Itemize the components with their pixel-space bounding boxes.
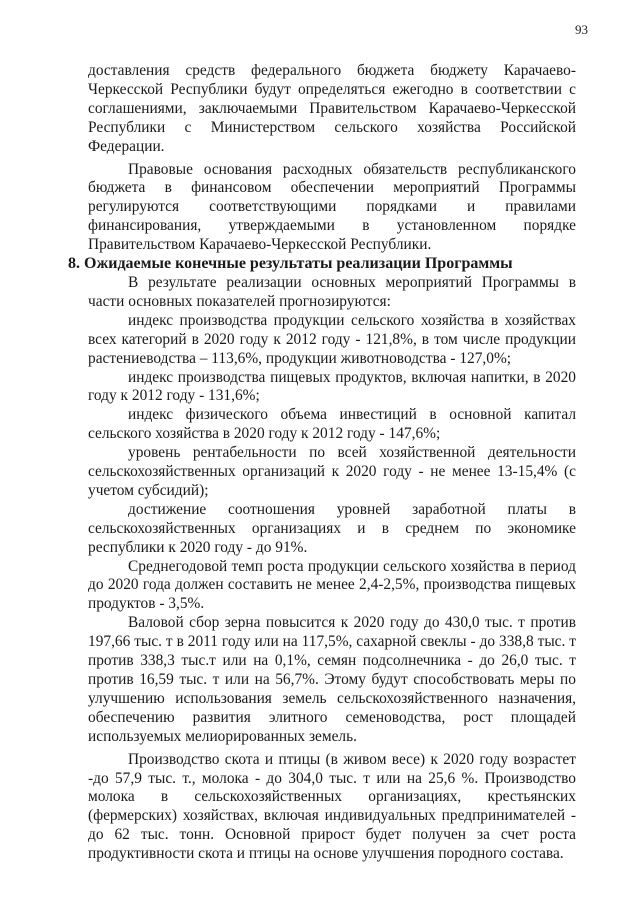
- paragraph-wage-ratio: достижение соотношения уровней заработной платы в сельскохозяйственных организациях и в среднем по экономике республики к 2020 году - до 91%.: [88, 500, 576, 556]
- paragraph-forecast-intro: В результате реализации основных мероприятий Программы в части основных показателей прогнозируются:: [88, 273, 576, 310]
- page-number: 93: [575, 22, 588, 37]
- document-body: [68, 62, 576, 864]
- paragraph-agri-production-index: индекс производства продукции сельского хозяйства в хозяйствах всех категорий в 2020 году к 2012 году - 121,8%, в том числе продукции растениеводства – 113,6%, продукции животноводства - 127,0%;: [88, 311, 576, 367]
- section-heading: 8. Ожидаемые конечные результаты реализации Программы: [68, 255, 513, 273]
- paragraph-profitability: уровень рентабельности по всей хозяйственной деятельности сельскохозяйственных организаций к 2020 году - не менее 13-15,4% (с учетом субсидий);: [88, 444, 576, 499]
- paragraph-harvest: Валовой сбор зерна повысится к 2020 году до 430,0 тыс. т против 197,66 тыс. т в 2011 году или на 117,5%, сахарной свеклы - до 338,8 тыс. т против 338,3 тыс.т или на 0,1%, семян подсолнечника - до 26,0 тыс. т против 16,59 тыс. т или на 56,7%. Этому будут способствовать меры по улучшению использования земель сельскохозяйственного назначения, обеспечению развития элитного семеноводства, рост площадей используемых мелиорированных земель.: [88, 614, 576, 745]
- paragraph-investment-index: индекс физического объема инвестиций в основной капитал сельского хозяйства в 2020 году к 2012 году - 147,6%;: [88, 406, 576, 443]
- paragraph-legal-basis: Правовые основания расходных обязательств республиканского бюджета в финансовом обеспечении мероприятий Программы регулируются соответствующими порядками и правилами финансирования, утверждаемыми в установленном порядке Правительством Карачаево-Черкесской Республики.: [88, 160, 576, 254]
- paragraph-food-production-index: индекс производства пищевых продуктов, включая напитки, в 2020 году к 2012 году - 131,6%;: [88, 368, 576, 405]
- paragraph-funding-continuation: доставления средств федерального бюджета бюджету Карачаево-Черкесской Республики будут определяться ежегодно в соответствии с соглашениями, заключаемыми Правительством Карачаево-Черкесской Республики с Министерством сельского хозяйства Российской Федерации.: [88, 62, 576, 155]
- paragraph-growth-rate: Среднегодовой темп роста продукции сельского хозяйства в период до 2020 года должен составить не менее 2,4-2,5%, производства пищевых продуктов - 3,5%.: [88, 557, 576, 613]
- paragraph-livestock: Производство скота и птицы (в живом весе) к 2020 году возрастет -до 57,9 тыс. т., молока - до 304,0 тыс. т или на 25,6 %. Производство молока в сельскохозяйственных организациях, крестьянских (фермерских) хозяйствах, включая индивидуальных предпринимателей - до 62 тыс. тонн. Основной прирост будет получен за счет роста продуктивности скота и птицы на основе улучшения породного состава.: [88, 750, 576, 863]
